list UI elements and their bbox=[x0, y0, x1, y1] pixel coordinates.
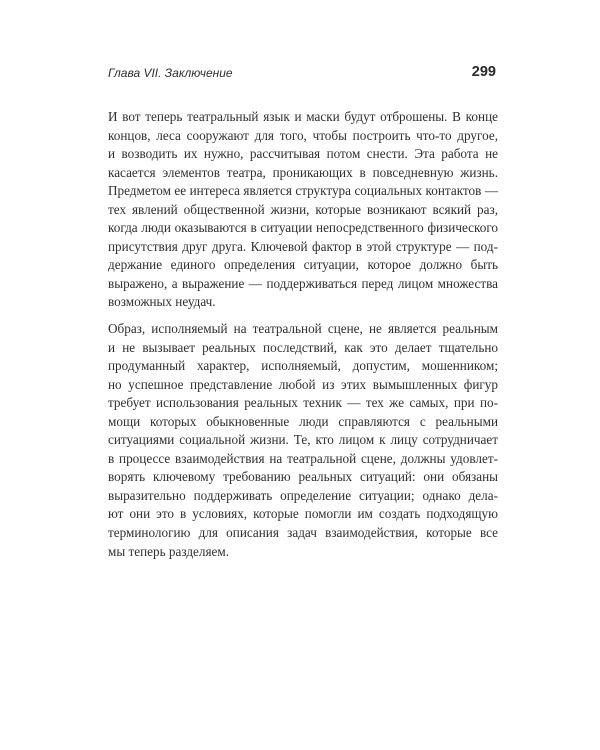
text-line: держание единого определения ситуации, которое должно быть bbox=[108, 257, 498, 273]
text-line: терминологию для описания задач взаимодействия, которые все bbox=[108, 525, 498, 541]
text-line: и не вызывает реальных последствий, как это делает тщательно bbox=[108, 339, 498, 355]
text-line: ворять ключевому требованию реальных ситуаций: они обязаны bbox=[108, 469, 498, 485]
text-line: мощи которых обыкновенные люди справляются с реальными bbox=[108, 413, 498, 429]
text-line: продуманный характер, исполняемый, допустим, мошенником; bbox=[108, 358, 498, 374]
text-line: присутствия друг друга. Ключевой фактор в этой структуре — под- bbox=[108, 238, 498, 254]
text-line: и возводить их нужно, рассчитывая потом снести. Эта работа не bbox=[108, 146, 498, 162]
paragraph bbox=[108, 108, 498, 312]
chapter-title: Глава VII. Заключение bbox=[108, 66, 233, 80]
text-line: но успешное представление любой из этих вымышленных фигур bbox=[108, 376, 498, 392]
paragraph bbox=[108, 320, 498, 561]
page-number: 299 bbox=[471, 64, 496, 80]
text-line: когда люди оказываются в ситуации непосредственного физического bbox=[108, 220, 498, 236]
text-line: тех явлений общественной жизни, которые возникают всякий раз, bbox=[108, 201, 498, 217]
text-line: И вот теперь театральный язык и маски будут отброшены. В конце bbox=[108, 109, 498, 124]
body-text bbox=[108, 108, 498, 561]
text-line: Образ, исполняемый на театральной сцене, не является реальным bbox=[108, 321, 498, 337]
text-line: возможных неудач. bbox=[108, 294, 216, 310]
text-line: выразительно поддерживать определение ситуации; однако дела- bbox=[108, 487, 498, 503]
text-line: в процессе взаимодействия на театральной сцене, должны удовлет- bbox=[108, 450, 498, 466]
text-line: Предметом ее интереса является структура социальных контактов — bbox=[108, 183, 498, 199]
text-line: мы теперь разделяем. bbox=[108, 543, 230, 559]
text-line: требует использования реальных техник — тех же самых, при по- bbox=[108, 395, 498, 411]
text-line: ситуациями социальной жизни. Те, кто лицом к лицу сотрудничает bbox=[108, 432, 498, 448]
text-line: касается элементов театра, проникающих в повседневную жизнь. bbox=[108, 164, 498, 180]
running-header bbox=[108, 64, 496, 86]
text-line: выражено, а выражение — поддерживаться перед лицом множества bbox=[108, 275, 498, 291]
text-line: концов, леса сооружают для того, чтобы построить что-то другое, bbox=[108, 127, 498, 143]
text-line: ют они это в условиях, которые помогли им создать подходящую bbox=[108, 506, 498, 522]
